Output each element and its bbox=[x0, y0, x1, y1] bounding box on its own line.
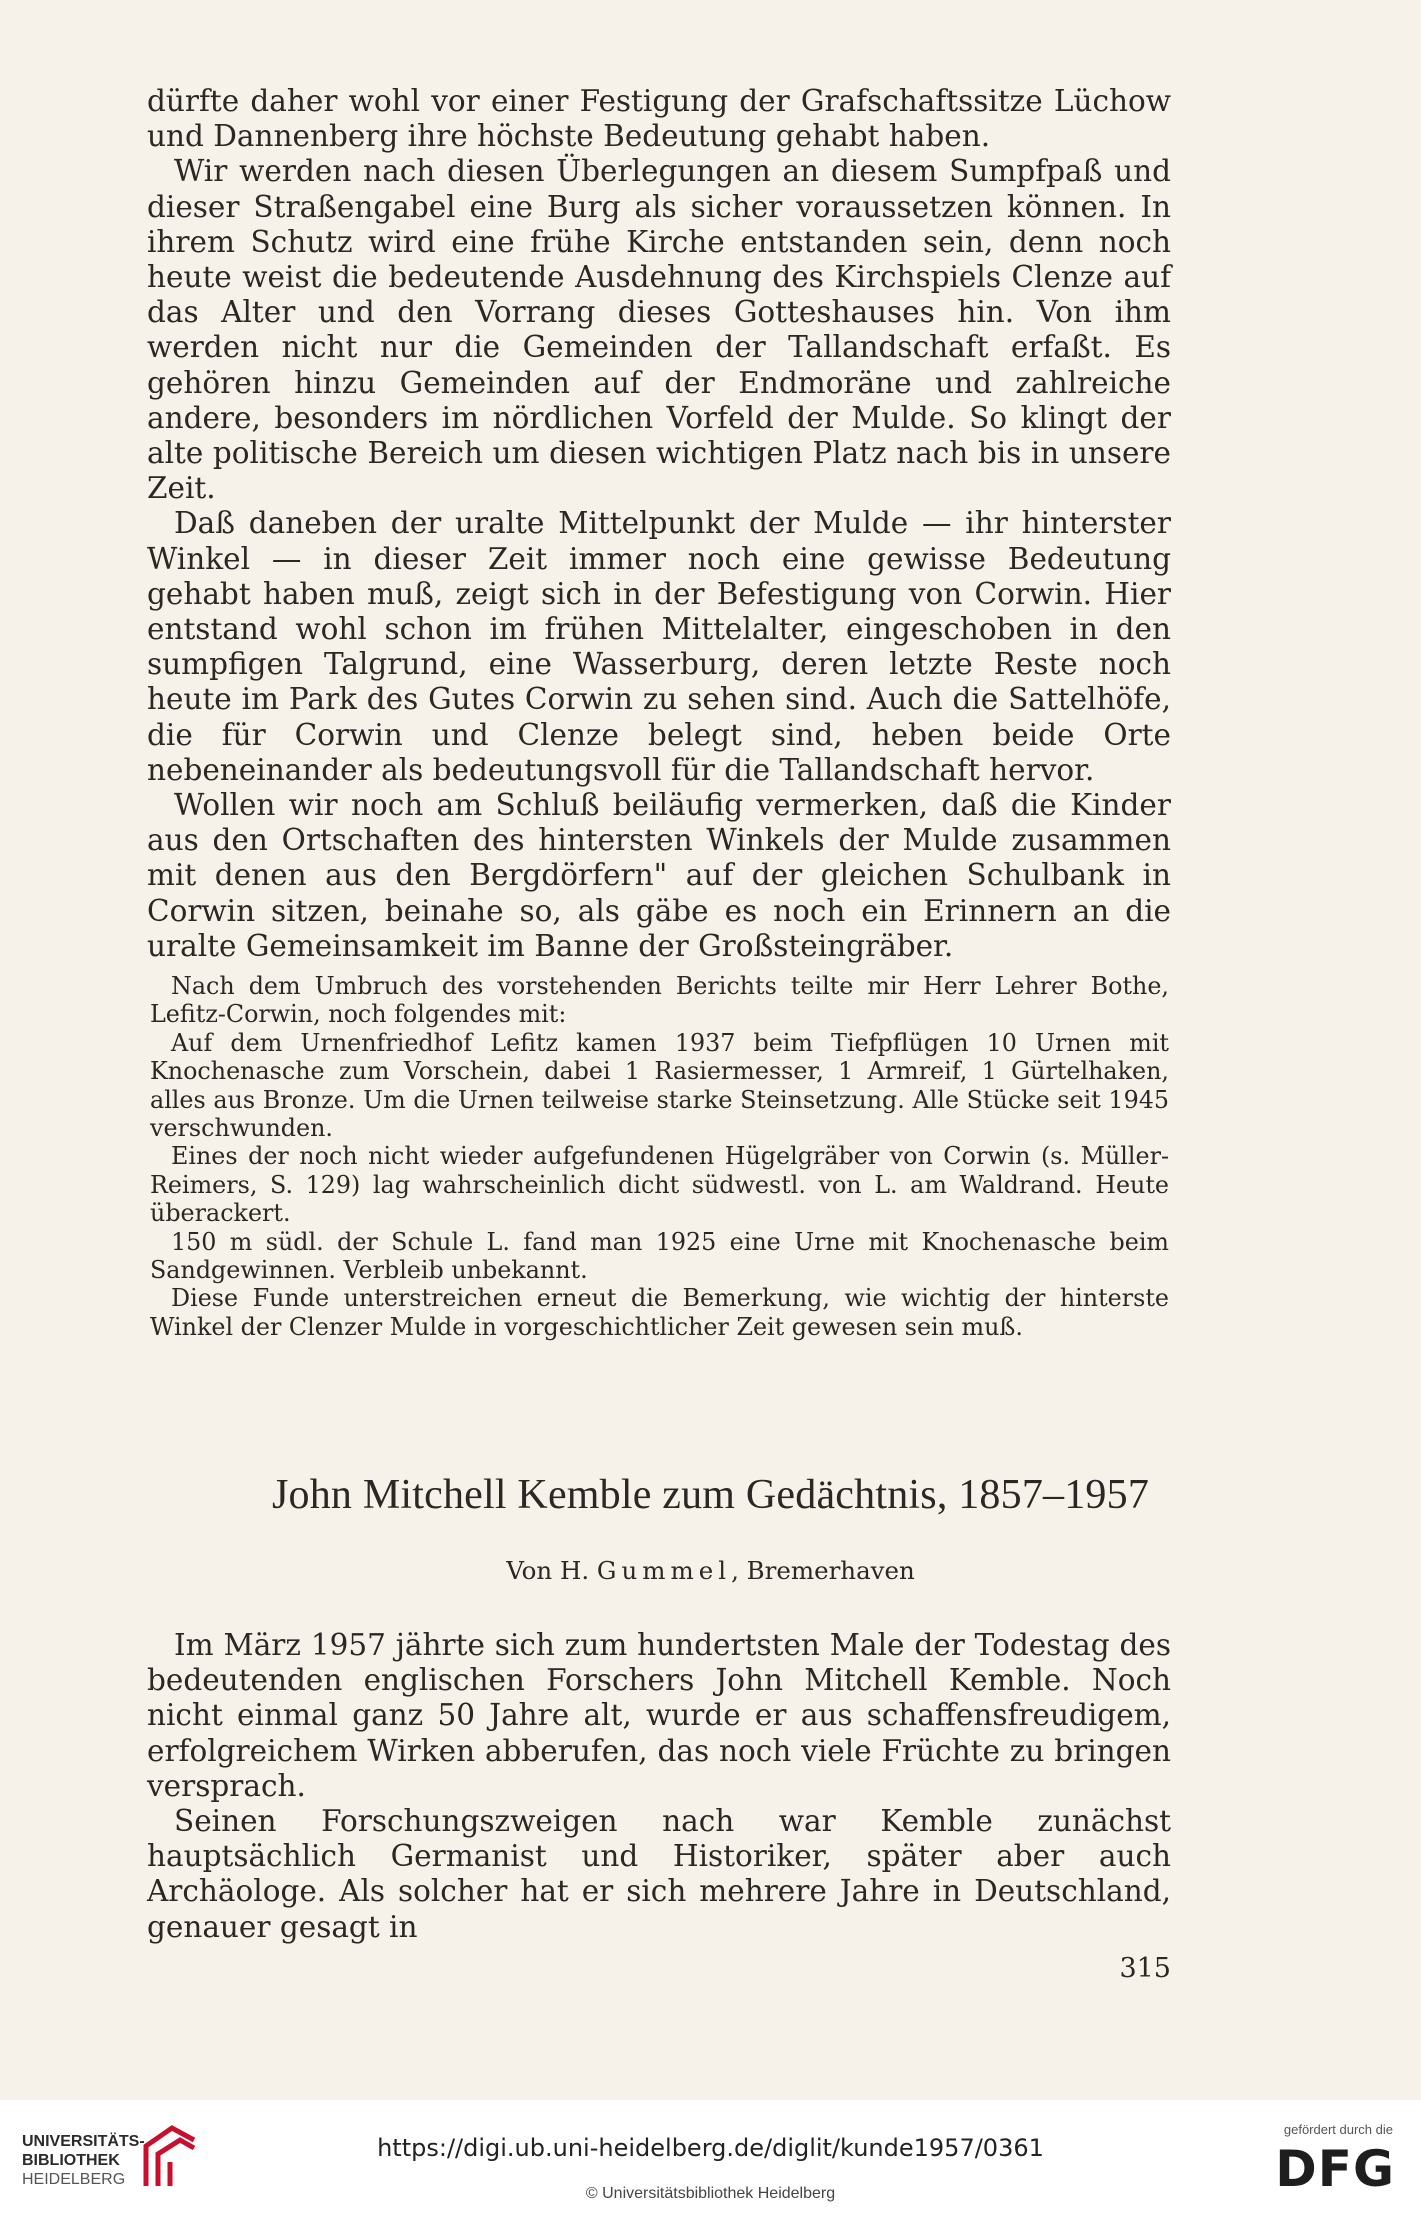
byline-location: , Bremerhaven bbox=[731, 1556, 915, 1585]
byline-prefix: Von H. bbox=[506, 1556, 590, 1585]
article-body bbox=[147, 1628, 1171, 1945]
note-paragraph: Auf dem Urnenfriedhof Lefitz kamen 1937 beim Tiefpflügen 10 Urnen mit Knochenasche zum Vorschein, dabei 1 Rasiermesser, 1 Armreif, 1 Gürtelhaken, alles aus Bronze. Um die Urnen teilweise starke Steinsetzung. Alle Stücke seit 1945 verschwunden. bbox=[150, 1028, 1169, 1143]
paragraph: Im März 1957 jährte sich zum hundertsten Male der Todestag des bedeutenden englischen Forschers John Mitchell Kemble. Noch nicht einmal ganz 50 Jahre alt, wurde er aus schaffensfreudigem, erfolgreichem Wirken abberufen, das noch viele Früchte zu bringen versprach. bbox=[147, 1628, 1171, 1803]
library-name-line: HEIDELBERG bbox=[22, 2171, 126, 2188]
byline-author: Gummel bbox=[596, 1556, 732, 1585]
viewer-footer bbox=[0, 2100, 1421, 2218]
library-name-line: BIBLIOTHEK bbox=[22, 2152, 120, 2169]
note-paragraph: Eines der noch nicht wieder aufgefundenen Hügelgräber von Corwin (s. Müller-Reimers, S. 129) lag wahrscheinlich dicht südwestl. von L. am Waldrand. Heute überackert. bbox=[150, 1142, 1169, 1228]
article-title: John Mitchell Kemble zum Gedächtnis, 1857–1957 bbox=[271, 1472, 1150, 1518]
paragraph: Daß daneben der uralte Mittelpunkt der Mulde — ihr hinterster Winkel — in dieser Zeit immer noch eine gewisse Bedeutung gehabt haben muß, zeigt sich in der Befestigung von Corwin. Hier entstand wohl schon im frühen Mittelalter, eingeschoben in den sumpfigen Talgrund, eine Wasserburg, deren letzte Reste noch heute im Park des Gutes Corwin zu sehen sind. Auch die Sattelhöfe, die für Corwin und Clenze belegt sind, heben beide Orte nebeneinander als bedeutungsvoll für die Tallandschaft hervor. bbox=[147, 506, 1171, 787]
page-number: 315 bbox=[1119, 1953, 1171, 1984]
note-paragraph: Diese Funde unterstreichen erneut die Bemerkung, wie wichtig der hinterste Winkel der Clenzer Mulde in vorgeschichtlicher Zeit gewesen sein muß. bbox=[150, 1284, 1169, 1341]
copyright-notice: © Universitätsbibliothek Heidelberg bbox=[585, 2185, 836, 2202]
library-name-line: UNIVERSITÄTS- bbox=[22, 2133, 145, 2150]
note-paragraph: 150 m südl. der Schule L. fand man 1925 eine Urne mit Knochenasche beim Sandgewinnen. Verbleib unbekannt. bbox=[150, 1227, 1169, 1285]
addendum-note bbox=[150, 972, 1169, 1341]
paragraph: Seinen Forschungszweigen nach war Kemble zunächst hauptsächlich Germanist und Historiker, später aber auch Archäologe. Als solcher hat er sich mehrere Jahre in Deutschland, genauer gesagt in bbox=[147, 1804, 1171, 1944]
funding-note: gefördert durch die bbox=[1283, 2122, 1393, 2137]
paragraph: dürfte daher wohl vor einer Festigung der Grafschaftssitze Lüchow und Dannenberg ihre höchste Bedeutung gehabt haben. bbox=[147, 84, 1171, 154]
paragraph: Wollen wir noch am Schluß beiläufig vermerken, daß die Kinder aus den Ortschaften des hintersten Winkels der Mulde zusammen mit denen aus den Bergdörfern" auf der gleichen Schulbank in Corwin sitzen, beinahe so, als gäbe es noch ein Erinnern an die uralte Gemeinsamkeit im Banne der Großsteingräber. bbox=[147, 788, 1171, 963]
document-url-link[interactable]: https://digi.ub.uni-heidelberg.de/diglit/kunde1957/0361 bbox=[377, 2134, 1044, 2162]
body-text-top bbox=[147, 84, 1171, 964]
dfg-logo: DFG bbox=[1275, 2140, 1395, 2198]
paragraph: Wir werden nach diesen Überlegungen an diesem Sumpfpaß und dieser Straßengabel eine Burg als sicher voraussetzen können. In ihrem Schutz wird eine frühe Kirche entstanden sein, denn noch heute weist die bedeutende Ausdehnung des Kirchspiels Clenze auf das Alter und den Vorrang dieses Gotteshauses hin. Von ihm werden nicht nur die Gemeinden der Tallandschaft erfaßt. Es gehören hinzu Gemeinden auf der Endmoräne und zahlreiche andere, besonders im nördlichen Vorfeld der Mulde. So klingt der alte politische Bereich um diesen wichtigen Platz nach bis in unsere Zeit. bbox=[147, 154, 1171, 506]
note-paragraph: Nach dem Umbruch des vorstehenden Berichts teilte mir Herr Lehrer Bothe, Lefitz-Corwin, noch folgendes mit: bbox=[150, 972, 1169, 1029]
article-byline bbox=[0, 1556, 1421, 1585]
